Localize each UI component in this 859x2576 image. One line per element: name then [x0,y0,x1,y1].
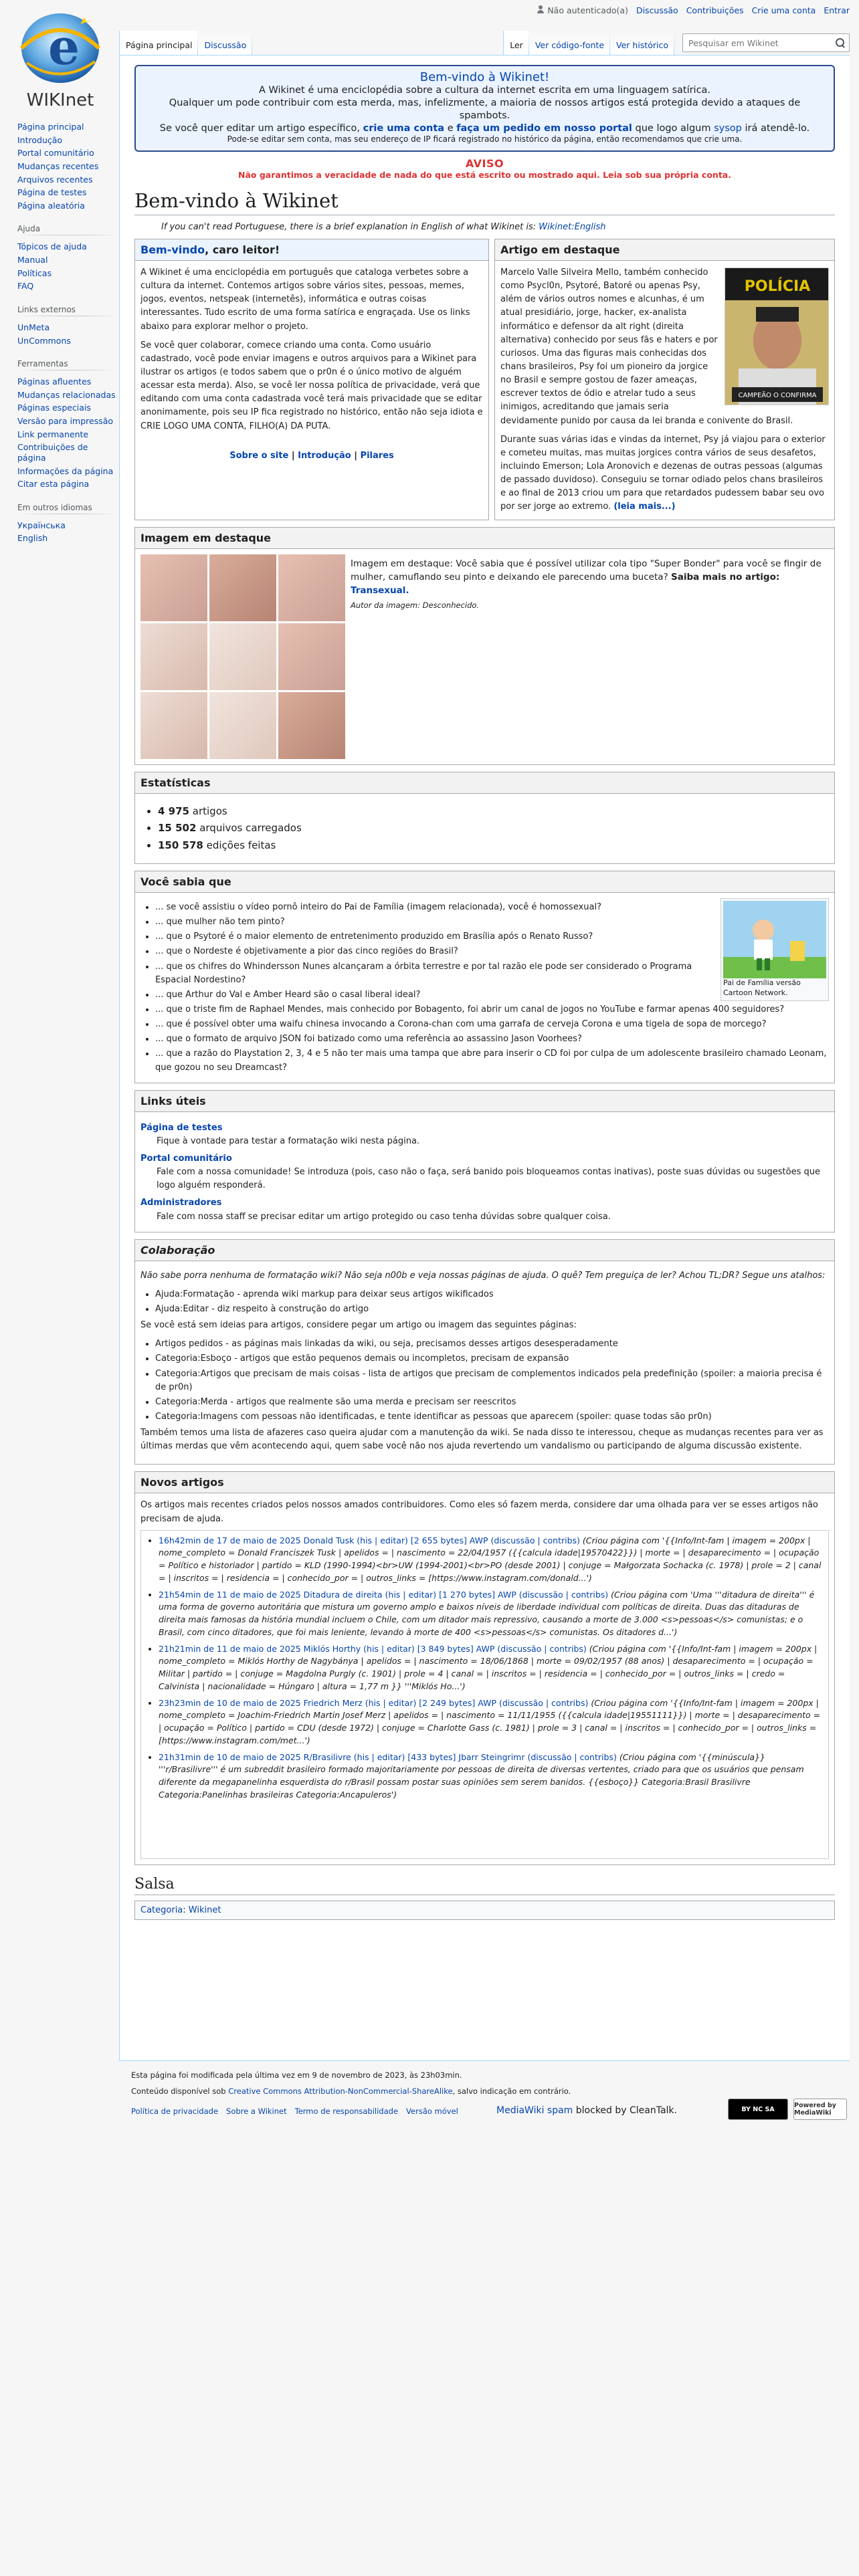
collaboration-intro: Não sabe porra nenhuma de formatação wiki? Não seja n00b e veja nossas páginas de ajuda. O quê? Tem preguiça de ler? Achou TL;DR? Segue uns atalhos: [140,1270,826,1281]
tab-pagina-principal[interactable]: Página principal [119,31,198,55]
tab-discussao[interactable]: Discussão [198,31,252,55]
sysop-link[interactable]: sysop [714,122,742,134]
sidebar-item-introducao[interactable]: Introdução [17,134,63,145]
welcome-line-1: A Wikinet é uma enciclopédia sobre a cultura da internet escrita em uma linguagem satírica. [258,85,711,96]
warning-title: AVISO [465,156,504,170]
warning-text: Não garantimos a veracidade de nada do que está escrito ou mostrado aqui. Leia sob sua própria conta. [238,169,731,180]
category-label-link[interactable]: Categoria [140,1905,183,1915]
sidebar-item-citar[interactable]: Citar esta página [17,479,90,490]
reader-collab-text: Se você quer colaborar, comece criando uma conta. Como usuário cadastrado, você pode enviar imagens e outros arquivos para a Wikinet para ilustrar os artigos (e todos sabem que o pr0n é o único motivo de alguém acessar esta merda). Also, se você ler nossa política de privacidade, verá que editando com uma conta cadastrada você terá mais privacidade que se editar anonimamente, pois seu IP fica registrado no histórico, então não seja idiota e CRIE LOGO UMA CONTA, FILHO(A) DA PUTA. [140,340,483,431]
mediawiki-icon[interactable]: Powered by MediaWiki [793,2099,847,2120]
did-you-know-item: • ... que mulher não tem pinto? [155,916,829,929]
collaboration-final: Também temos uma lista de afazeres caso queira ajudar com a manutenção da wiki. Se nada disso te interessou, cheque as mudanças recentes para ver as últimas merdas que vêm acontecendo aqui, quem sabe você não nos ajuda revertendo um vandalismo ou participando de alguma discussão existente. [140,1428,824,1452]
did-you-know-item: • ... que o triste fim de Raphael Mendes, mais conhecido por Bobagento, foi abrir um canal de jogos no YouTube e farmar apenas 400 seguidores? [155,1003,829,1016]
personal-tools [537,5,850,15]
cartoon-image-icon [723,901,826,978]
idea-page-item[interactable]: • Categoria:Artigos que precisam de mais coisas - lista de artigos que precisam de complementos indicados pela predefinição (spoiler: a maioria precisa é de pr0n) [155,1368,829,1394]
sidebar-item-informacoes[interactable]: Informações da página [17,465,114,476]
salsa-heading: Salsa [134,1876,835,1895]
welcome-line-4: Pode-se editar sem conta, mas seu endereço de IP ficará registrado no histórico da página, então recomendamos que crie uma. [227,134,743,144]
collaboration-ideas: Se você está sem ideias para artigos, considere pegar um artigo ou imagem das seguintes páginas: [140,1320,577,1331]
warning-notice [134,157,835,180]
did-you-know-title: Você sabia que [135,871,834,893]
sidebar-heading-externos: Links externos [17,305,119,317]
reader-intro-text: A Wikinet é uma enciclopédia em português que cataloga verbetes sobre a cultura da internet. Contemos artigos sobre vários sites, pessoas, memes, jogos, eventos, netspeak (internetês), informática e outras coisas interessantes. Tudo escrito de uma forma satírica e engraçada. Use os links abaixo para explorar melhor o projeto. [140,267,470,332]
did-you-know-item: • ... que os chifres do Whindersson Nunes alcançaram a órbita terrestre e por tal razão ele pode ser considerado o Programa Espacial Nordestino? [155,960,829,987]
did-you-know-thumb-caption: Pai de Família versão Cartoon Network. [723,978,801,997]
gallery-tile [140,623,207,690]
sidebar-item-unmeta[interactable]: UnMeta [17,322,50,332]
featured-article-title: Artigo em destaque [495,239,834,261]
sidebar-item-english[interactable]: English [17,533,48,544]
did-you-know-item: • ... que é possível obter uma waifu chinesa invocando a Corona-chan com uma garrafa de cerveja Corona e uma tigela de sopa de morcego? [155,1018,829,1031]
tab-ver-codigo[interactable]: Ver código-fonte [529,31,610,55]
new-articles-box [134,1471,835,1864]
useful-link-desc: Fale com nossa staff se precisar editar um artigo protegido ou caso tenha dúvidas sobre qualquer coisa. [157,1211,611,1222]
gallery-tile [278,692,345,759]
did-you-know-item: • ... que o Nordeste é objetivamente a pior das cinco regiões do Brasil? [155,945,829,958]
page-title: Bem-vindo à Wikinet [134,189,835,215]
portal-request-link[interactable]: faça um pedido em nosso portal [456,122,632,134]
sidebar-item-arquivos[interactable]: Arquivos recentes [17,174,93,185]
featured-article-box [494,239,835,520]
did-you-know-box [134,871,835,1083]
cc-license-icon[interactable]: BY NC SA [728,2099,788,2120]
sidebar-item-ukrainian[interactable]: Українська [17,520,66,530]
new-article-item: • 21h54min de 11 de maio de 2025 Ditadura de direita (his | editar) [1 270 bytes] AWP (discussão | contribs) (Criou página com 'Uma '''ditadura de direita''' é uma forma de governo autoritária que mistura um governo amplo e baixos níveis de liberdade individual com políticas de direita. Duas das ditaduras de direita mais famosas da história mundial incluem o Chile, com um ditador mais repressivo, causando a morte de 3.000 <s>pessoas</s> comunistas; e o Brasil, com cinco ditadores, que foi mais leniente, levando à morte de 400 <s>pessoas</s> comunistas. Os ditadores d...') [159,1589,826,1639]
did-you-know-item: • ... que o formato de arquivo JSON foi batizado como uma referência ao assassino Jason Voorhees? [155,1033,829,1046]
site-logo[interactable] [7,5,114,112]
search-box [682,33,850,52]
idea-page-item[interactable]: • Categoria:Imagens com pessoas não identificadas, e tente identificar as pessoas que aparecem (spoiler: quase todas são pr0n) [155,1410,829,1424]
create-account-link[interactable]: Crie uma conta [751,5,816,15]
sidebar-ferramentas [17,359,119,491]
sidebar-item-topicos[interactable]: Tópicos de ajuda [17,241,87,252]
featured-image-caption: Imagem em destaque: Você sabia que é possível utilizar cola tipo "Super Bonder" para você se fingir de mulher, camuflando seu pinto e deixando ele parecendo uma buceta? Saiba mais no artigo: Transexual. Autor da imagem: Desconhecido. [140,554,829,612]
did-you-know-item: • ... que o Psytoré é o maior elemento de entretenimento produzido em Brasília após o Renato Russo? [155,930,829,944]
search-icon[interactable] [836,38,845,47]
svg-text:e: e [48,19,80,76]
collaboration-title: Colaboração [135,1240,834,1261]
footer-disclaimer-link[interactable]: Termo de responsabilidade [294,2107,399,2116]
reader-welcome-title: Bem-vindo, caro leitor! [135,239,488,261]
leia-mais-link[interactable]: (leia mais...) [613,502,676,512]
sidebar-navigation [17,120,119,212]
mugshot-image-icon [725,268,829,405]
sidebar-item-aleatoria[interactable]: Página aleatória [17,200,85,211]
transexual-link[interactable]: Transexual. [351,585,409,596]
welcome-banner [134,65,835,152]
featured-image-gallery[interactable] [140,554,345,759]
featured-article-text: Marcelo Valle Silveira Mello, também conhecido como Psycl0n, Psytoré, Batoré ou apenas Psy, além de vários outros nomes e alcunhas, é um atual presidiário, jorge, hacker, ex-analista informático e defensor da alt right (direita alternativa) conhecido por seus fãs e haters e por curiosos. Uma das figuras mais conhecidas dos chans brasileiros, Psy foi um pioneiro da jorgice no Brasil e sempre gostou de fazer ameaças, escrever textos de ódio e atrelar tudo a seus inimigos, acreditando que jamais seria devidamente punido por causa da lei branda e conivente do Brasil. [500,267,793,426]
new-articles-title: Novos artigos [135,1472,834,1493]
search-input[interactable] [687,37,836,49]
sidebar-item-portal[interactable]: Portal comunitário [17,148,94,158]
introducao-link[interactable]: Introdução [298,450,351,461]
sidebar-item-testes[interactable]: Página de testes [17,187,87,198]
featured-article-photo[interactable] [725,267,829,405]
main-content [119,55,850,2061]
sidebar [0,120,119,557]
featured-article-text-2: Durante suas várias idas e vindas da internet, Psy já viajou para o exterior e cometeu muitas, mas muitas jorgices contra vários de seus desafetos, incluindo Emerson; Lola Aronovich e dezenas de outras pessoas (algumas de passado duvidoso). Conseguiu se tornar odiado pelos chans brasileiros e ao final de 2013 criou um para que retardados pudessem babar seu ovo por ser jorge ao extremo. (leia mais...) [500,434,826,512]
sidebar-item-impressao[interactable]: Versão para impressão [17,416,114,426]
logo-globe-icon [7,5,114,112]
pilares-link[interactable]: Pilares [360,450,394,461]
useful-link-testes[interactable]: Página de testes [140,1122,223,1133]
welcome-line-3: Se você quer editar um artigo específico, crie uma conta e faça um pedido em nosso portal que logo algum sysop irá atendê-lo. [159,122,810,134]
view-tabs [503,31,850,55]
sidebar-item-politicas[interactable]: Políticas [17,267,52,278]
did-you-know-item: • ... que a razão do Playstation 2, 3, 4 e 5 não ter mais uma tampa que abre para inserir o CD foi por culpa de um adolescente brasileiro chamado Leonam, que gozou no seu Dreamcast? [155,1047,829,1074]
english-note: If you can't read Portuguese, there is a brief explanation in English of what Wikinet is: Wikinet:English [161,221,606,232]
sidebar-item-pagina-principal[interactable]: Página principal [17,122,84,132]
new-article-item: • 16h42min de 17 de maio de 2025 Donald Tusk (his | editar) [2 655 bytes] AWP (discussão | contribs) (Criou página com '{{Info/Int-fam | imagem = 200px | nome_completo = Donald Franciszek Tusk | apelidos = | nascimento = 22/04/1957 ({{calcula idade|19570422}}) | morte = | desaparecimento = | ocupação = Político e historiador | partido = KLD (1990-1994)<br>UW (1994-2001)<br>PO (desde 2001) | conjuge = Małgorzata Sochacka (c. 1978) | prole = 2 | canal = | inscritos = | residencia = | conhecido_por = | outros_links = [https://www.instagram.com/donald...') [159,1535,826,1585]
sobre-link[interactable]: Sobre o site [229,450,289,461]
gallery-tile [278,554,345,621]
statistics-box [134,772,835,865]
shortcut-formatacao[interactable]: • Ajuda:Formatação - aprenda wiki markup para deixar seus artigos wikificados [155,1288,829,1301]
sidebar-heading-idiomas: Em outros idiomas [17,503,119,515]
welcome-title: Bem-vindo à Wikinet! [419,70,550,84]
top-row [134,239,835,520]
stat-edicoes: • 150 578 edições feitas [158,837,829,855]
sidebar-heading-ferramentas: Ferramentas [17,359,119,371]
category-wikinet-link[interactable]: Wikinet [188,1905,221,1915]
sidebar-externos [17,305,119,347]
collaboration-box [134,1239,835,1465]
useful-links-box [134,1090,835,1232]
login-link[interactable]: Entrar [824,5,850,15]
gallery-tile [140,554,207,621]
shortcut-editar[interactable]: • Ajuda:Editar - diz respeito à construção do artigo [155,1303,829,1316]
new-articles-list[interactable] [140,1530,829,1859]
featured-image-title: Imagem em destaque [135,528,834,549]
namespace-tabs [119,31,252,55]
talk-link[interactable]: Discussão [636,5,678,15]
footer-last-modified: Esta página foi modificada pela última vez em 9 de novembro de 2023, às 23h03min. [131,2070,462,2080]
sidebar-idiomas [17,503,119,545]
license-link[interactable]: Creative Commons Attribution-NonCommercial-ShareAlike [228,2086,453,2096]
user-icon [537,5,545,13]
english-link[interactable]: Wikinet:English [539,221,606,232]
category-links: Categoria: Wikinet [134,1901,835,1920]
sidebar-item-contribuicoes[interactable]: Contribuições de página [17,442,88,463]
footer [131,2070,847,2116]
gallery-tile [278,623,345,690]
svg-text:WIKInet: WIKInet [26,90,94,110]
cleantalk-notice: MediaWiki spam blocked by CleanTalk. [496,2105,677,2116]
bem-vindo-link[interactable]: Bem-vindo [140,243,205,256]
footer-privacy-link[interactable]: Política de privacidade [131,2107,219,2116]
featured-image-box [134,527,835,765]
footer-badges [728,2099,847,2120]
stat-artigos: • 4 975 artigos [158,803,829,821]
sidebar-item-mudancas[interactable]: Mudanças recentes [17,160,99,171]
reader-links: Sobre o site | Introdução | Pilares [229,450,394,461]
tab-ler[interactable]: Ler [503,31,529,55]
useful-links-title: Links úteis [135,1091,834,1112]
useful-link-admins[interactable]: Administradores [140,1198,222,1208]
new-articles-intro: Os artigos mais recentes criados pelos nossos amados contribuidores. Como eles só fazem merda, considere dar uma olhada para ver se esses artigos não precisam de ajuda. [140,1500,818,1524]
new-article-item: • 21h31min de 10 de maio de 2025 R/Brasilivre (his | editar) [433 bytes] Jbarr Steingrimr (discussão | contribs) (Criou página com '{{minúscula}} '''r/Brasilivre''' é um subreddit brasileiro formado majoritariamente por pessoas de direita de diversas vertentes, criado para que os usuários que pensam diferente da megapanelinha esquerdista do r/Brasil possam postar suas opiniões sem serem banidos. {{esboço}} Categoria:Brasil Brasilivre Categoria:Panelinhas brasileiras Categoria:Ancapuleros') [159,1751,826,1802]
sidebar-item-relacionadas[interactable]: Mudanças relacionadas [17,389,116,400]
sidebar-item-manual[interactable]: Manual [17,255,48,265]
did-you-know-thumbnail[interactable] [721,898,829,1001]
sidebar-item-faq[interactable]: FAQ [17,281,34,292]
gallery-tile [140,692,207,759]
sidebar-heading-ajuda: Ajuda [17,224,119,236]
sidebar-item-permanente[interactable]: Link permanente [17,429,89,439]
idea-page-item[interactable]: • Artigos pedidos - as páginas mais linkadas da wiki, ou seja, precisamos desses artigos desesperadamente [155,1337,829,1351]
did-you-know-item: • ... que Arthur do Val e Amber Heard são o casal liberal ideal? [155,988,829,1002]
idea-page-item[interactable]: • Categoria:Merda - artigos que realmente são uma merda e precisam ser reescritos [155,1396,829,1409]
featured-image-credit: Autor da imagem: Desconhecido. [351,601,480,611]
svg-text:POLÍCIA: POLÍCIA [744,278,811,295]
anon-user: Não autenticado(a) [537,5,628,15]
mediawiki-spam-link[interactable]: MediaWiki spam [496,2105,573,2116]
gallery-tile [209,554,276,621]
tab-historico[interactable]: Ver histórico [610,31,674,55]
useful-link-desc: Fale com a nossa comunidade! Se introduza (pois, caso não o faça, será banido pois bloqueamos contas inativas), poste suas dúvidas ou sugestões que logo alguém responderá. [157,1167,821,1191]
sidebar-ajuda [17,224,119,293]
did-you-know-item: • ... se você assistiu o vídeo pornô inteiro do Pai de Família (imagem relacionada), você é homossexual? [155,901,829,914]
useful-link-portal[interactable]: Portal comunitário [140,1153,232,1164]
useful-link-desc: Fique à vontade para testar a formatação wiki nesta página. [157,1136,420,1146]
footer-license: Conteúdo disponível sob Creative Commons Attribution-NonCommercial-ShareAlike, salvo indicação em contrário. [131,2086,571,2096]
idea-page-item[interactable]: • Categoria:Esboço - artigos que estão pequenos demais ou incompletos, precisam de expansão [155,1352,829,1366]
gallery-tile [209,623,276,690]
new-article-item: • 23h23min de 10 de maio de 2025 Friedrich Merz (his | editar) [2 249 bytes] AWP (discussão | contribs) (Criou página com '{{Info/Int-fam | imagem = 200px | nome_completo = Joachim-Friedrich Martin Josef Merz | apelidos = | nascimento = 11/11/1955 ({{calcula idade|19551111}}) | morte = | desaparecimento = | ocupação = Político | partido = CDU (desde 1972) | conjuge = Charlotte Gass (c. 1981) | prole = 3 | canal = | inscritos = | conhecido_por = | outros_links = [https://www.instagram.com/met...') [159,1697,826,1747]
welcome-line-2: Qualquer um pode contribuir com esta merda, mas, infelizmente, a maioria de nossos artigos está protegida devido a ataques de spambots. [169,97,801,121]
create-account-inline-link[interactable]: crie uma conta [363,122,445,134]
new-article-item: • 21h21min de 11 de maio de 2025 Miklós Horthy (his | editar) [3 849 bytes] AWP (discussão | contribs) (Criou página com '{{Info/Int-fam | imagem = 200px | nome_completo = Miklós Horthy de Nagybánya | apelidos = | nascimento = 18/06/1868 | morte = 09/02/1957 (88 anos) | desaparecimento = | ocupação = Militar | partido = | conjuge = Magdolna Purgly (c. 1901) | prole = 4 | canal = | inscritos = | residencia = | conhecido_por = | outros_links = | credo = Calvinista | nacionalidade = Húngaro | altura = 1,77 m }} '''Miklós Ho...') [159,1643,826,1693]
stat-arquivos: • 15 502 arquivos carregados [158,820,829,837]
footer-about-link[interactable]: Sobre a Wikinet [226,2107,287,2116]
sidebar-item-afluentes[interactable]: Páginas afluentes [17,377,92,387]
reader-welcome-box [134,239,489,520]
statistics-title: Estatísticas [135,772,834,794]
contributions-link[interactable]: Contribuições [686,5,744,15]
sidebar-item-especiais[interactable]: Páginas especiais [17,403,91,413]
gallery-tile [209,692,276,759]
footer-mobile-link[interactable]: Versão móvel [406,2107,458,2116]
sidebar-item-uncommons[interactable]: UnCommons [17,335,71,346]
svg-text:CAMPEÃO O CONFIRMA: CAMPEÃO O CONFIRMA [738,391,817,399]
